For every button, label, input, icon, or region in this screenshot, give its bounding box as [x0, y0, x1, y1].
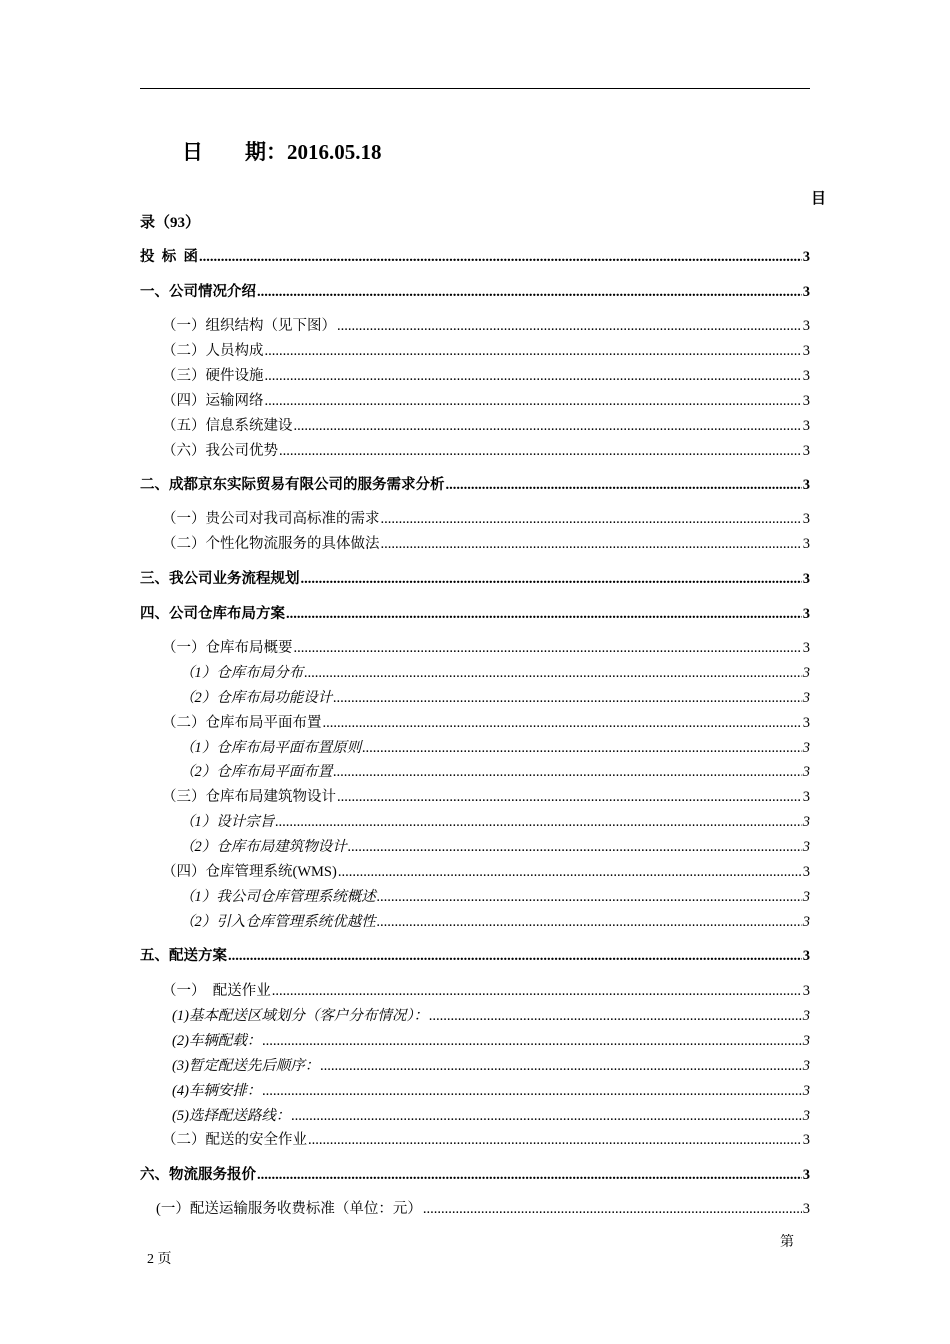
toc-entry[interactable] — [162, 862, 810, 882]
toc-leader-dots — [301, 569, 802, 589]
toc-entry-page: 3 — [802, 536, 810, 552]
toc-entry-page: 3 — [802, 477, 810, 493]
toc-leader-dots — [308, 1130, 802, 1150]
toc-entry-page: 3 — [802, 606, 810, 622]
toc-entry-page: 3 — [802, 511, 810, 527]
toc-entry-page: 3 — [802, 1108, 810, 1124]
toc-entry-title: （五）信息系统建设 — [162, 418, 293, 434]
toc-leader-dots — [377, 887, 802, 907]
toc-leader-dots — [381, 534, 802, 554]
toc-entry[interactable] — [162, 366, 810, 386]
toc-entry-title: （二）人员构成 — [162, 343, 264, 359]
toc-entry[interactable] — [140, 282, 810, 302]
toc-entry-page: 3 — [802, 764, 810, 780]
toc-entry-title: （四）运输网络 — [162, 393, 264, 409]
toc-entry-page: 3 — [802, 740, 810, 756]
toc-entry[interactable] — [180, 762, 810, 782]
toc-entry[interactable] — [180, 738, 810, 758]
toc-entry-title: 六、物流服务报价 — [140, 1167, 256, 1183]
toc-entry[interactable] — [180, 837, 810, 857]
toc-entry[interactable] — [140, 1165, 810, 1185]
toc-entry[interactable] — [180, 663, 810, 683]
toc-entry-title: (4)车辆安排： — [172, 1083, 262, 1099]
toc-entry[interactable] — [140, 569, 810, 589]
toc-leader-dots — [265, 341, 802, 361]
toc-entry-page: 3 — [802, 571, 810, 587]
toc-entry-title: （二）仓库布局平面布置 — [162, 715, 322, 731]
toc-entry-title: 二、成都京东实际贸易有限公司的服务需求分析 — [140, 477, 445, 493]
toc-entry-page: 3 — [802, 864, 810, 880]
toc-entry-title: （六）我公司优势 — [162, 443, 278, 459]
toc-entry-title: （一）贵公司对我司高标准的需求 — [162, 511, 380, 527]
toc-entry-page: 3 — [802, 418, 810, 434]
toc-leader-dots — [294, 416, 802, 436]
toc-leader-dots — [262, 1081, 801, 1101]
toc-entry-page: 3 — [802, 318, 810, 334]
date-value: 2016.05.18 — [287, 140, 382, 164]
toc-leader-dots — [348, 837, 802, 857]
toc-entry-page: 3 — [802, 839, 810, 855]
toc-leader-dots — [275, 812, 802, 832]
toc-entry-title: （1）设计宗旨 — [180, 814, 275, 830]
toc-entry-title: (2)车辆配载： — [172, 1033, 262, 1049]
toc-leader-dots — [446, 475, 802, 495]
toc-leader-dots — [294, 638, 802, 658]
toc-entry-page: 3 — [802, 914, 810, 930]
toc-entry-title: （三）仓库布局建筑物设计 — [162, 789, 336, 805]
date-line — [182, 136, 382, 166]
toc-entry[interactable] — [162, 441, 810, 461]
toc-entry-title: 一、公司情况介绍 — [140, 284, 256, 300]
toc-entry-title: （2）仓库布局建筑物设计 — [180, 839, 347, 855]
toc-entry[interactable] — [162, 509, 810, 529]
toc-leader-dots — [291, 1106, 801, 1126]
toc-entry[interactable] — [162, 787, 810, 807]
toc-leader-dots — [257, 282, 802, 302]
toc-entry[interactable] — [180, 688, 810, 708]
toc-entry-title: （三）硬件设施 — [162, 368, 264, 384]
toc-entry[interactable] — [180, 887, 810, 907]
toc-entry-page: 3 — [802, 1167, 810, 1183]
toc-leader-dots — [228, 946, 802, 966]
toc-entry-page: 3 — [802, 249, 810, 265]
toc-entry-page: 3 — [802, 1058, 810, 1074]
toc-entry[interactable] — [162, 416, 810, 436]
toc-entry[interactable] — [172, 1056, 810, 1076]
toc-leader-dots — [286, 604, 802, 624]
toc-entry[interactable] — [172, 1106, 810, 1126]
toc-entry[interactable] — [140, 475, 810, 495]
toc-entry[interactable] — [172, 1081, 810, 1101]
toc-entry-title: （1）我公司仓库管理系统概述 — [180, 889, 376, 905]
toc-entry[interactable] — [140, 946, 810, 966]
toc-leader-dots — [323, 713, 802, 733]
toc-leader-dots — [262, 1031, 801, 1051]
toc-entry[interactable] — [162, 981, 810, 1001]
toc-entry-page: 3 — [802, 368, 810, 384]
toc-entry-page: 3 — [802, 1033, 810, 1049]
toc-entry-page: 3 — [802, 690, 810, 706]
toc-entry-page: 3 — [802, 640, 810, 656]
toc-entry-page: 3 — [802, 948, 810, 964]
toc-entry-page: 3 — [802, 814, 810, 830]
toc-entry-page: 3 — [802, 715, 810, 731]
toc-entry[interactable] — [162, 316, 810, 336]
toc-entry[interactable] — [162, 1130, 810, 1150]
toc-entry-title: (5)选择配送路线： — [172, 1108, 291, 1124]
toc-leader-dots — [337, 316, 802, 336]
toc-entry-page: 3 — [802, 343, 810, 359]
toc-entry[interactable] — [162, 341, 810, 361]
toc-entry[interactable] — [140, 604, 810, 624]
toc-leader-dots — [199, 247, 802, 267]
toc-leader-dots — [338, 862, 802, 882]
toc-leader-dots — [304, 663, 802, 683]
toc-entry[interactable] — [162, 391, 810, 411]
toc-entry-title: （一）组织结构（见下图） — [162, 318, 336, 334]
toc-entry-title: （1）仓库布局分布 — [180, 665, 304, 681]
toc-leader-dots — [265, 366, 802, 386]
toc-entry-page: 3 — [802, 889, 810, 905]
toc-title-part1: 目 — [811, 191, 827, 207]
toc-entry-page: 3 — [802, 665, 810, 681]
toc-leader-dots — [429, 1006, 802, 1026]
toc-entry[interactable] — [180, 912, 810, 932]
footer-page-label: 第 — [780, 1235, 794, 1250]
toc-entry[interactable] — [156, 1199, 810, 1219]
toc-entry-page: 3 — [802, 1132, 810, 1148]
toc-entry-title: 五、配送方案 — [140, 948, 227, 964]
toc-entry-title: （二）个性化物流服务的具体做法 — [162, 536, 380, 552]
toc-entry[interactable] — [162, 713, 810, 733]
toc-entry-title: （二）配送的安全作业 — [162, 1132, 307, 1148]
toc-entry[interactable] — [172, 1031, 810, 1051]
toc-entry-title: （2）引入仓库管理系统优越性 — [180, 914, 376, 930]
toc-leader-dots — [423, 1199, 802, 1219]
toc-entry-page: 3 — [802, 983, 810, 999]
header-rule — [140, 88, 810, 89]
footer-page-number: 2 页 — [147, 1252, 172, 1267]
toc-entry-title: （2）仓库布局平面布置 — [180, 764, 333, 780]
toc-leader-dots — [381, 509, 802, 529]
toc-entry-page: 3 — [802, 443, 810, 459]
toc-entry-title: （四）仓库管理系统(WMS) — [162, 864, 337, 880]
toc-leader-dots — [257, 1165, 802, 1185]
toc-entry-page: 3 — [802, 1201, 810, 1217]
toc-entry-page: 3 — [802, 789, 810, 805]
toc-entry-page: 3 — [802, 284, 810, 300]
toc-title-part2: 录（93） — [140, 215, 201, 231]
toc-leader-dots — [279, 441, 802, 461]
toc-entry-title: （2）仓库布局功能设计 — [180, 690, 333, 706]
toc-entry-title: (一）配送运输服务收费标准（单位：元） — [156, 1201, 422, 1217]
toc-leader-dots — [320, 1056, 801, 1076]
toc-entry[interactable] — [162, 638, 810, 658]
toc-entry-title: （一）仓库布局概要 — [162, 640, 293, 656]
toc-entry[interactable] — [140, 247, 810, 267]
toc-entry-title: 四、公司仓库布局方案 — [140, 606, 285, 622]
toc-entry-title: （一） 配送作业 — [162, 983, 271, 999]
toc-entry-title: (3)暂定配送先后顺序： — [172, 1058, 320, 1074]
toc-entry-page: 3 — [802, 1083, 810, 1099]
toc-entry-title: (1)基本配送区域划分（客户分布情况）： — [172, 1008, 429, 1024]
toc-entry-title: 投 标 函 — [140, 249, 198, 265]
toc-entry[interactable] — [172, 1006, 810, 1026]
toc-entry-page: 3 — [802, 1008, 810, 1024]
toc-leader-dots — [333, 762, 802, 782]
toc-entry-title: 三、我公司业务流程规划 — [140, 571, 300, 587]
toc-entry[interactable] — [162, 534, 810, 554]
toc-leader-dots — [377, 912, 802, 932]
toc-entry-title: （1）仓库布局平面布置原则 — [180, 740, 362, 756]
toc-leader-dots — [337, 787, 802, 807]
toc-leader-dots — [272, 981, 802, 1001]
toc-entry[interactable] — [180, 812, 810, 832]
date-label: 日 期： — [182, 140, 287, 164]
toc-leader-dots — [333, 688, 802, 708]
toc-leader-dots — [362, 738, 802, 758]
toc-entry-page: 3 — [802, 393, 810, 409]
toc-leader-dots — [265, 391, 802, 411]
